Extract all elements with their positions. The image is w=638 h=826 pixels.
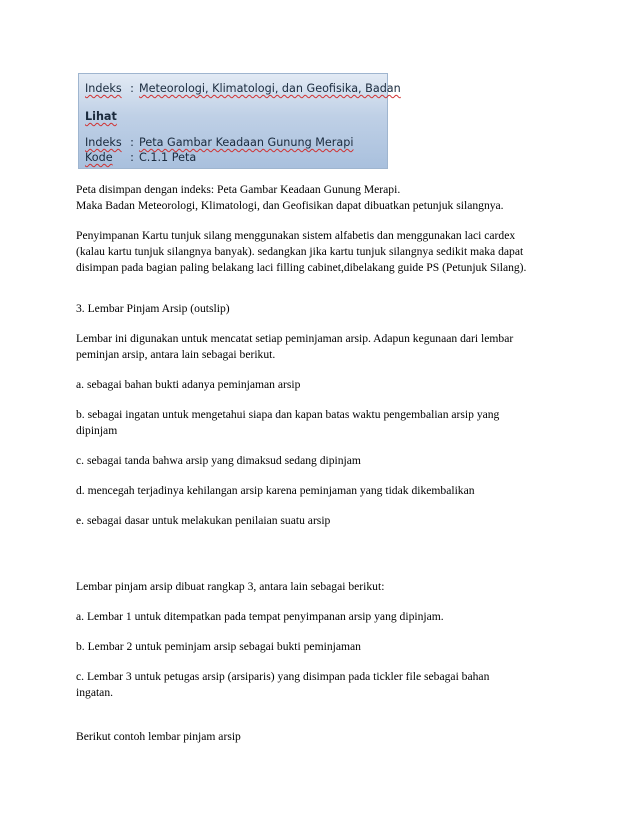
index-card-key: Indeks <box>85 82 122 95</box>
list-item: b. Lembar 2 untuk peminjam arsip sebagai bukti peminjaman <box>76 640 361 653</box>
section-heading: 3. Lembar Pinjam Arsip (outslip) <box>76 302 230 315</box>
index-card-key: Kode <box>85 151 113 164</box>
paragraph-line: Peta disimpan dengan indeks: Peta Gambar Keadaan Gunung Merapi. <box>76 183 401 196</box>
index-card-separator: : <box>130 136 134 149</box>
paragraph-line: Penyimpanan Kartu tunjuk silang menggunakan sistem alfabetis dan menggunakan laci cardex <box>76 229 516 242</box>
list-item: a. Lembar 1 untuk ditempatkan pada tempat penyimpanan arsip yang dipinjam. <box>76 610 444 623</box>
paragraph-line: Lembar pinjam arsip dibuat rangkap 3, antara lain sebagai berikut: <box>76 580 385 593</box>
index-card-row-1 <box>85 82 401 95</box>
list-item: e. sebagai dasar untuk melakukan penilaian suatu arsip <box>76 514 331 527</box>
paragraph-line: (kalau kartu tunjuk silangnya banyak). sedangkan jika kartu tunjuk silangnya sedikit maka dapat <box>76 245 524 258</box>
index-card-row-4 <box>85 151 196 164</box>
list-item: a. sebagai bahan bukti adanya peminjaman arsip <box>76 378 301 391</box>
list-item: d. mencegah terjadinya kehilangan arsip karena peminjaman yang tidak dikembalikan <box>76 484 475 497</box>
list-item: dipinjam <box>76 424 118 437</box>
index-card-row-2 <box>85 110 117 123</box>
index-card-value: Meteorologi, Klimatologi, dan Geofisika, Badan <box>139 82 401 95</box>
index-card-lihat-label: Lihat <box>85 110 117 123</box>
index-card-value: C.1.1 Peta <box>139 151 197 164</box>
index-card-separator: : <box>130 82 134 95</box>
paragraph-line: peminjan arsip, antara lain sebagai berikut. <box>76 348 276 361</box>
list-item: c. sebagai tanda bahwa arsip yang dimaksud sedang dipinjam <box>76 454 361 467</box>
list-item: b. sebagai ingatan untuk mengetahui siapa dan kapan batas waktu pengembalian arsip yang <box>76 408 500 421</box>
index-card-separator: : <box>130 151 134 164</box>
paragraph-line: Berikut contoh lembar pinjam arsip <box>76 730 241 743</box>
paragraph-line: disimpan pada bagian paling belakang laci filling cabinet,dibelakang guide PS (Petunjuk Silang). <box>76 261 527 274</box>
index-card-value: Peta Gambar Keadaan Gunung Merapi <box>139 136 354 149</box>
paragraph-line: Lembar ini digunakan untuk mencatat setiap peminjaman arsip. Adapun kegunaan dari lembar <box>76 332 514 345</box>
list-item: ingatan. <box>76 686 114 699</box>
index-card-key: Indeks <box>85 136 122 149</box>
list-item: c. Lembar 3 untuk petugas arsip (arsiparis) yang disimpan pada tickler file sebagai bahan <box>76 670 490 683</box>
index-card-image <box>78 73 401 169</box>
index-card-row-3 <box>85 136 353 149</box>
paragraph-line: Maka Badan Meteorologi, Klimatologi, dan Geofisikan dapat dibuatkan petunjuk silangnya. <box>76 199 504 212</box>
